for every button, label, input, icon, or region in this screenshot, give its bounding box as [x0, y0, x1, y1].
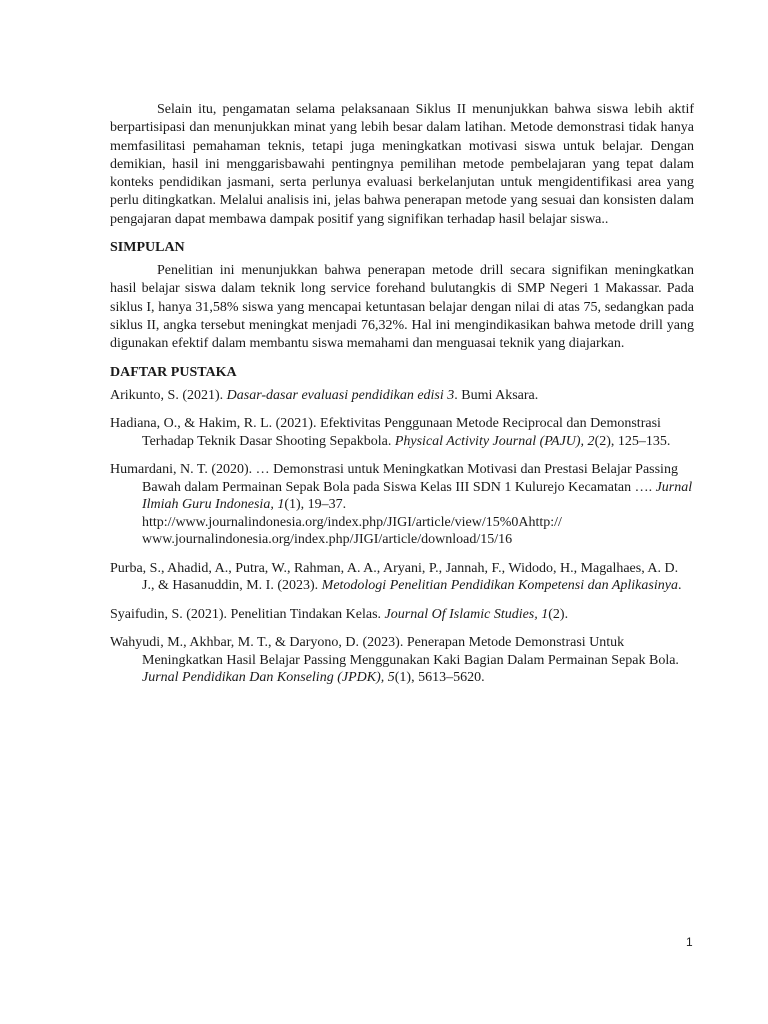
reference-text: Humardani, N. T. (2020). … Demonstrasi untuk Meningkatkan Motivasi dan Prestasi Belajar Passing Bawah dalam Permainan Sepak Bola pada Siswa Kelas III SDN 1 Kulurejo Kecamatan ….: [110, 462, 678, 495]
reference-title: Journal Of Islamic Studies, 1: [384, 606, 549, 622]
reference-url[interactable]: http://www.journalindonesia.org/index.php/JIGI/article/view/15%0Ahttp://: [142, 514, 562, 530]
reference-text: Arikunto, S. (2021).: [110, 387, 227, 403]
reference-text: . Bumi Aksara.: [454, 387, 539, 403]
reference-item: [110, 415, 694, 450]
reference-title: Metodologi Penelitian Pendidikan Kompetensi dan Aplikasinya: [321, 578, 678, 594]
reference-title: Dasar-dasar evaluasi pendidikan edisi 3: [226, 387, 455, 403]
reference-text: .: [677, 578, 682, 594]
reference-text: Purba, S., Ahadid, A., Putra, W., Rahman, A. A., Aryani, P., Jannah, F., Widodo, H., Magalhaes, A. D. J., & Hasanuddin, M. I. (2023).: [110, 560, 679, 594]
reference-text: Hadiana, O., & Hakim, R. L. (2021). Efektivitas Penggunaan Metode Reciprocal dan Demonstrasi Terhadap Teknik Dasar Shooting Sepakbola.: [110, 416, 661, 449]
reference-text: Syaifudin, S. (2021). Penelitian Tindakan Kelas.: [110, 606, 385, 622]
section-heading-daftar-pustaka: DAFTAR PUSTAKA: [110, 364, 237, 380]
reference-item: [110, 606, 694, 624]
reference-item: [110, 387, 694, 405]
reference-list: [110, 387, 694, 687]
page-number: 1: [686, 935, 693, 949]
reference-text: (2).: [548, 606, 569, 622]
reference-title: Jurnal Pendidikan Dan Konseling (JPDK), 5: [142, 670, 395, 686]
reference-text: (1), 5613–5620.: [394, 670, 485, 686]
reference-text: Wahyudi, M., Akhbar, M. T., & Daryono, D. (2023). Penerapan Metode Demonstrasi Untuk Meningkatkan Hasil Belajar Passing Menggunakan Kaki Bagian Dalam Permainan Sepak Bola.: [110, 635, 679, 668]
reference-title: Physical Activity Journal (PAJU), 2: [394, 433, 595, 449]
reference-url[interactable]: www.journalindonesia.org/index.php/JIGI/article/download/15/16: [142, 532, 513, 548]
page-content: [110, 101, 694, 698]
simpulan-paragraph: Penelitian ini menunjukkan bahwa penerapan metode drill secara signifikan meningkatkan hasil belajar siswa dalam teknik long service forehand bulutangkis di SMP Negeri 1 Makassar. Pada siklus I, hanya 31,58% siswa yang mencapai ketuntasan belajar dengan nilai di atas 75, sedangkan pada siklus II, angka tersebut meningkat menjadi 76,32%. Hal ini mengindikasikan bahwa metode drill yang digunakan efektif dalam membantu siswa memahami dan menguasai teknik yang diajarkan.: [110, 263, 694, 352]
reference-item: [110, 461, 694, 549]
reference-text: (1), 19–37.: [284, 497, 347, 513]
reference-item: [110, 560, 694, 595]
reference-item: [110, 634, 694, 687]
reference-text: (2), 125–135.: [594, 433, 671, 449]
reference-title: Jurnal Ilmiah Guru Indonesia, 1: [142, 479, 693, 513]
body-paragraph: Selain itu, pengamatan selama pelaksanaan Siklus II menunjukkan bahwa siswa lebih aktif berpartisipasi dan menunjukkan minat yang lebih besar dalam latihan. Metode demonstrasi tidak hanya memfasilitasi pemahaman teknis, tetapi juga meningkatkan motivasi siswa untuk belajar. Dengan demikian, hasil ini menggarisbawahi pentingnya pemilihan metode pembelajaran yang tepat dalam konteks pendidikan jasmani, serta perlunya evaluasi berkelanjutan untuk mengidentifikasi area yang perlu ditingkatkan. Melalui analisis ini, jelas bahwa penerapan metode yang sesuai dan konsisten dalam pengajaran dapat membawa dampak positif yang signifikan terhadap hasil belajar siswa..: [110, 102, 694, 227]
section-heading-simpulan: SIMPULAN: [110, 240, 185, 256]
